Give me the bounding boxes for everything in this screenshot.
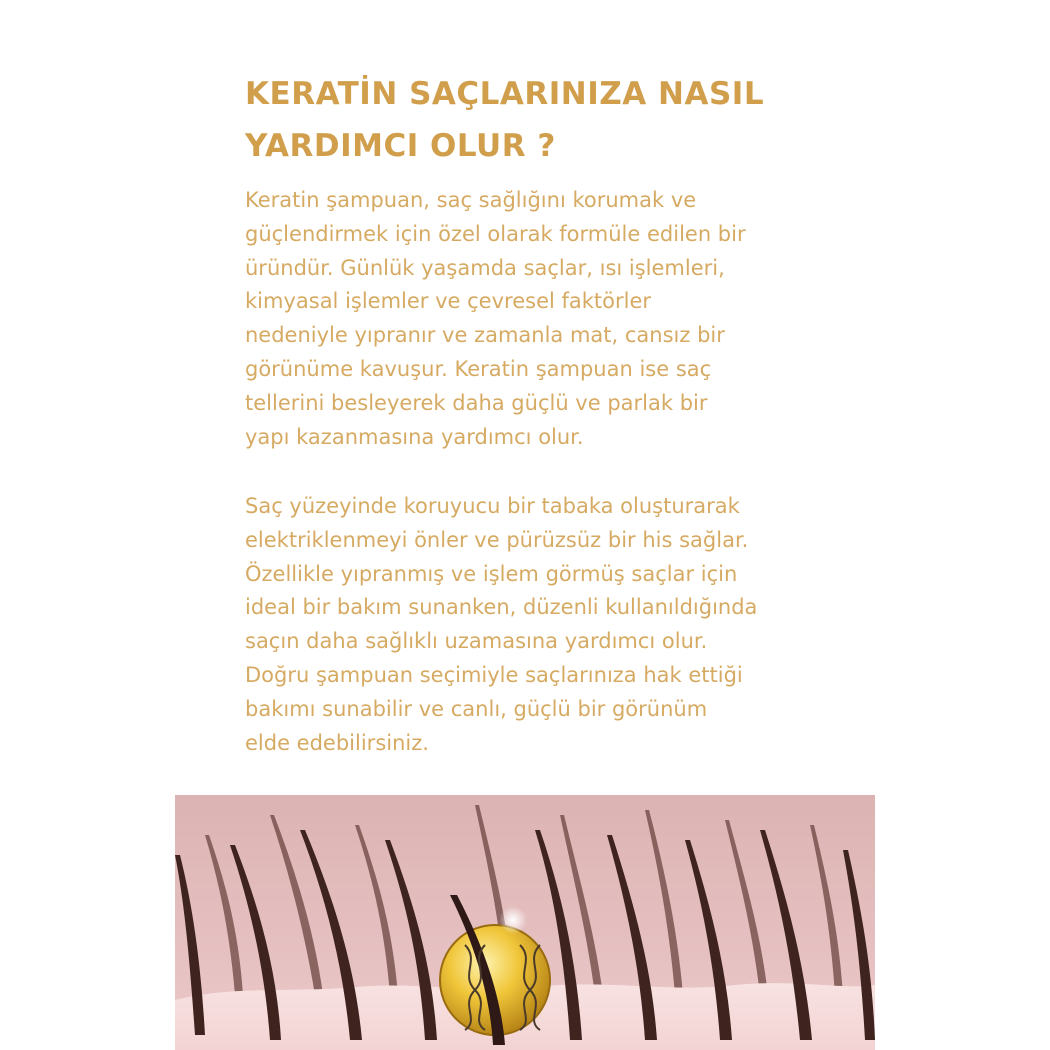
paragraph-1	[245, 184, 825, 454]
paragraph-1-line: üründür. Günlük yaşamda saçlar, ısı işlemleri,	[245, 255, 725, 280]
paragraph-1-line: görünüme kavuşur. Keratin şampuan ise saç	[245, 356, 712, 381]
title-line-2: YARDIMCI OLUR ?	[245, 128, 556, 164]
paragraph-2	[245, 490, 825, 760]
page-title	[245, 68, 845, 172]
paragraph-1-line: güçlendirmek için özel olarak formüle edilen bir	[245, 221, 746, 246]
paragraph-1-line: Keratin şampuan, saç sağlığını korumak ve	[245, 188, 697, 212]
title-line-1: KERATİN SAÇLARINIZA NASIL	[245, 76, 765, 112]
paragraph-2-line: Saç yüzeyinde koruyucu bir tabaka oluşturarak	[245, 494, 740, 518]
hair-scalp-image	[175, 795, 875, 1050]
paragraph-2-line: ideal bir bakım sunanken, düzenli kullanıldığında	[245, 595, 758, 620]
paragraph-1-line: kimyasal işlemler ve çevresel faktörler	[245, 289, 652, 314]
paragraph-2-line: bakımı sunabilir ve canlı, güçlü bir görünüm	[245, 696, 708, 721]
hair-follicle-illustration	[175, 795, 875, 1050]
paragraph-2-line: elde edebilirsiniz.	[245, 730, 429, 755]
paragraph-2-line: Doğru şampuan seçimiyle saçlarınıza hak ettiği	[245, 662, 743, 687]
paragraph-1-line: nedeniyle yıpranır ve zamanla mat, cansız bir	[245, 323, 725, 348]
paragraph-2-line: elektriklenmeyi önler ve pürüzsüz bir his sağlar.	[245, 527, 749, 552]
paragraph-1-line: tellerini besleyerek daha güçlü ve parlak bir	[245, 390, 708, 415]
paragraph-2-line: saçın daha sağlıklı uzamasına yardımcı olur.	[245, 629, 708, 654]
paragraph-2-line: Özellikle yıpranmış ve işlem görmüş saçlar için	[245, 561, 738, 586]
paragraph-1-line: yapı kazanmasına yardımcı olur.	[245, 424, 584, 449]
